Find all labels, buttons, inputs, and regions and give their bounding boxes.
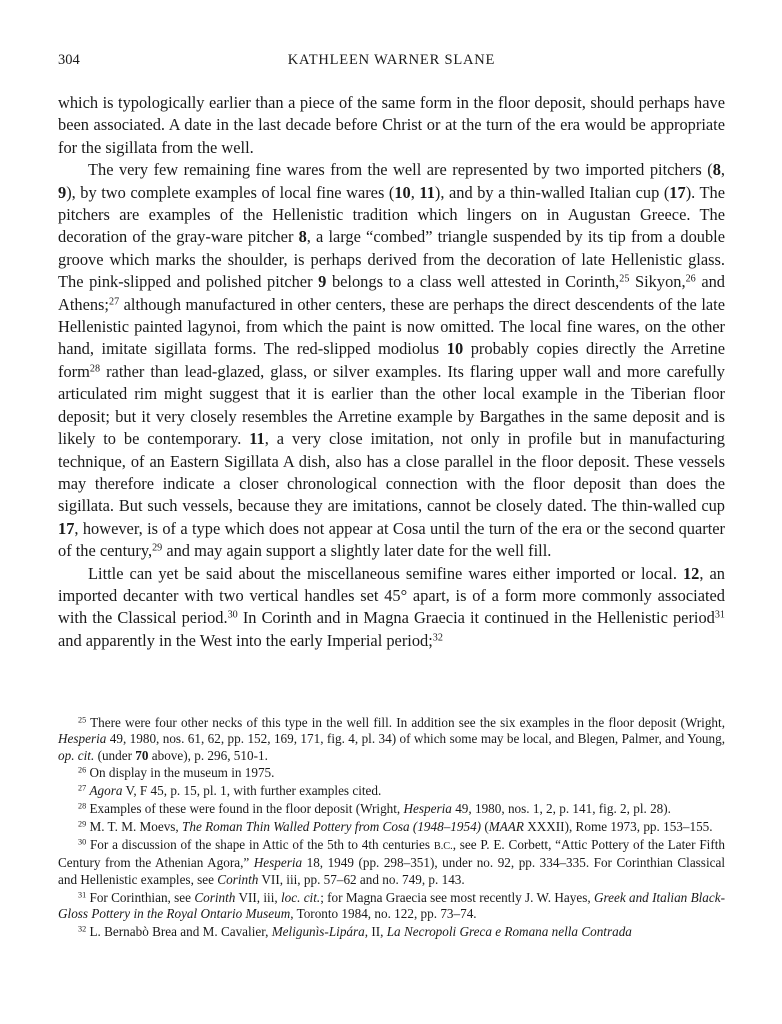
- bold-ref: 10: [394, 182, 411, 202]
- text-run: VII, iii,: [235, 889, 281, 905]
- footnote: [58, 801, 725, 817]
- text-run: The very few remaining fine wares from the well are represented by two imported pitchers (: [88, 160, 713, 180]
- text-run: For a discussion of the shape in Attic of the 5th to 4th centuries: [86, 837, 434, 853]
- bold-ref: 12: [682, 563, 700, 583]
- italic-text: MAAR: [488, 819, 524, 835]
- footnote-marker: 27: [109, 296, 120, 308]
- text-run: Examples of these were found in the floor deposit (Wright,: [86, 801, 404, 817]
- text-run: (under: [94, 747, 136, 763]
- footnote: [58, 783, 725, 799]
- text-run: which is typologically earlier than a piece of the same form in the floor deposit, should perhaps have been associated. A date in the last decade before Christ or at the turn of the era would be appropriate for the sigillata from the well.: [58, 93, 725, 157]
- bold-ref: 10: [446, 339, 464, 359]
- text-run: On display in the museum in 1975.: [86, 765, 275, 781]
- text-run: , a very close imitation, not only in profile but in manufacturing technique, of an Eastern Sigillata A dish, also has a close parallel in the floor deposit. These vessels may therefore indicate a closer chronological connection with the floor deposit than does the sigillata. But such vessels, because they are imitations, cannot be closely dated. The thin-walled cup: [58, 429, 725, 516]
- text-run: and apparently in the West into the early Imperial period;: [58, 630, 433, 650]
- footnote-marker: 28: [78, 801, 87, 811]
- text-run: 49, 1980, nos. 1, 2, p. 141, fig. 2, pl. 28).: [451, 801, 671, 817]
- page-header: [58, 52, 725, 74]
- paragraph: [58, 159, 725, 562]
- text-run: ). The pitchers are examples of the Hellenistic tradition which lingers on in Augustan Greece. The decoration of the gray-ware pitcher: [58, 182, 725, 247]
- footnote: [58, 819, 725, 835]
- page-number: 304: [58, 52, 80, 68]
- bold-ref: 8: [298, 227, 307, 247]
- text-run: belongs to a class well attested in Corinth,: [326, 272, 620, 292]
- footnote-marker: 32: [78, 924, 87, 934]
- text-run: , a large “combed” triangle suspended by its tip from a double groove which marks the shoulder, is perhaps derived from the decoration of late Hellenistic glass. The pink-slipped and polished pitcher: [58, 227, 725, 292]
- italic-text: op. cit.: [58, 747, 95, 763]
- text-run: In Corinth and in Magna Graecia it continued in the Hellenistic period: [237, 608, 715, 628]
- italic-text: loc. cit.: [280, 889, 321, 905]
- bold-ref: 9: [318, 272, 327, 292]
- text-run: XXXII), Rome 1973, pp. 153–155.: [523, 819, 713, 835]
- text-run: , an imported decanter with two vertical handles set 45° apart, is of a form more commonly associated with the Classical period.: [58, 563, 725, 628]
- italic-text: Hesperia: [58, 731, 107, 747]
- bold-ref: 17: [669, 182, 686, 202]
- footnote-marker: 27: [78, 783, 87, 793]
- italic-text: Hesperia: [403, 801, 452, 817]
- bold-ref: 8: [712, 160, 721, 180]
- paragraph: [58, 92, 725, 159]
- bold-ref: 9: [58, 182, 67, 202]
- italic-text: Corinth: [194, 889, 236, 905]
- text-run: , see P. E. Corbett, “Attic Pottery of the Later Fifth Century from the Athenian Agora,”: [58, 837, 725, 871]
- bold-ref: 17: [58, 518, 75, 538]
- italic-text: Agora: [89, 783, 123, 799]
- text-run: M. T. M. Moevs,: [86, 819, 183, 835]
- footnote-marker: 31: [714, 609, 725, 621]
- text-run: probably copies directly the Arretine form: [58, 339, 725, 381]
- text-run: , however, is of a type which does not appear at Cosa until the turn of the era or the second quarter of the century,: [58, 518, 725, 561]
- text-run: ,: [720, 160, 725, 180]
- footnote-marker: 26: [78, 765, 87, 775]
- body-text: [58, 92, 725, 652]
- small-caps-text: B.C.: [433, 841, 453, 853]
- italic-text: Hesperia: [253, 855, 303, 871]
- text-run: and Athens;: [58, 272, 725, 314]
- text-run: , II,: [364, 923, 387, 939]
- footnote: [58, 715, 725, 764]
- text-run: V, F 45, p. 15, pl. 1, with further examples cited.: [122, 783, 382, 799]
- text-run: ,: [410, 182, 420, 202]
- italic-text: Greek and Italian Black-Gloss Pottery in the Royal Ontario Museum: [58, 889, 725, 921]
- footnote-marker: 32: [432, 632, 443, 644]
- paragraph: [58, 563, 725, 653]
- bold-ref: 70: [135, 747, 149, 763]
- footnote-marker: 29: [152, 542, 163, 554]
- text-run: L. Bernabò Brea and M. Cavalier,: [86, 923, 272, 939]
- text-run: For Corinthian, see: [86, 889, 195, 905]
- footnote-marker: 25: [78, 715, 87, 725]
- text-run: There were four other necks of this type in the well fill. In addition see the six examples in the floor deposit (Wright,: [86, 715, 725, 730]
- footnote-marker: 28: [89, 363, 101, 375]
- italic-text: Corinth: [217, 871, 259, 887]
- footnote: [58, 924, 725, 940]
- text-run: rather than lead-glazed, glass, or silver examples. Its flaring upper wall and more carefully articulated rim might suggest that it is earlier than the other local example in the Tiberian floor deposit; but it very closely resembles the Arretine example by Bargathes in the same deposit and is likely to be contemporary.: [58, 361, 725, 449]
- footnote-marker: 29: [78, 819, 87, 829]
- text-run: ; for Magna Graecia see most recently J. W. Hayes,: [320, 889, 594, 905]
- text-run: ), and by a thin-walled Italian cup (: [434, 182, 670, 202]
- text-run: , Toronto 1984, no. 122, pp. 73–74.: [290, 905, 477, 921]
- text-run: VII, iii, pp. 57–62 and no. 749, p. 143.: [258, 871, 465, 887]
- footnote-marker: 25: [619, 273, 630, 285]
- bold-ref: 11: [249, 429, 265, 449]
- text-run: Little can yet be said about the miscellaneous semifine wares either imported or local.: [88, 563, 683, 583]
- text-run: (: [481, 819, 489, 835]
- text-run: and may again support a slightly later date for the well fill.: [162, 541, 552, 561]
- running-head: KATHLEEN WARNER SLANE: [287, 52, 496, 68]
- text-run: although manufactured in other centers, these are perhaps the direct descendents of the late Hellenistic painted lagynoi, from which the paint is now omitted. The local fine wares, on the other hand, imitate sigillata forms. The red-slipped modiolus: [58, 294, 725, 359]
- text-run: above), p. 296, 510-1.: [148, 747, 268, 763]
- text-run: ), by two complete examples of local fine wares (: [66, 182, 395, 202]
- bold-ref: 11: [419, 182, 435, 202]
- footnote-marker: 31: [78, 890, 87, 900]
- footnote-marker: 30: [78, 837, 87, 847]
- footnote: [58, 765, 725, 781]
- footnote-marker: 30: [227, 609, 238, 621]
- footnotes: [58, 715, 725, 942]
- italic-text: La Necropoli Greca e Romana nella Contrada: [386, 923, 632, 939]
- text-run: 18, 1949 (pp. 298–351), under no. 92, pp. 334–335. For Corinthian Classical and Hellenistic examples, see: [58, 855, 725, 887]
- italic-text: Meligunìs-Lipára: [271, 923, 365, 939]
- text-run: 49, 1980, nos. 61, 62, pp. 152, 169, 171, fig. 4, pl. 34) of which some may be local, and Blegen, Palmer, and Young,: [106, 731, 725, 747]
- italic-text: The Roman Thin Walled Pottery from Cosa (1948–1954): [182, 819, 482, 835]
- footnote-marker: 26: [685, 273, 696, 285]
- footnote: [58, 837, 725, 888]
- text-run: Sikyon,: [629, 272, 686, 292]
- footnote: [58, 890, 725, 923]
